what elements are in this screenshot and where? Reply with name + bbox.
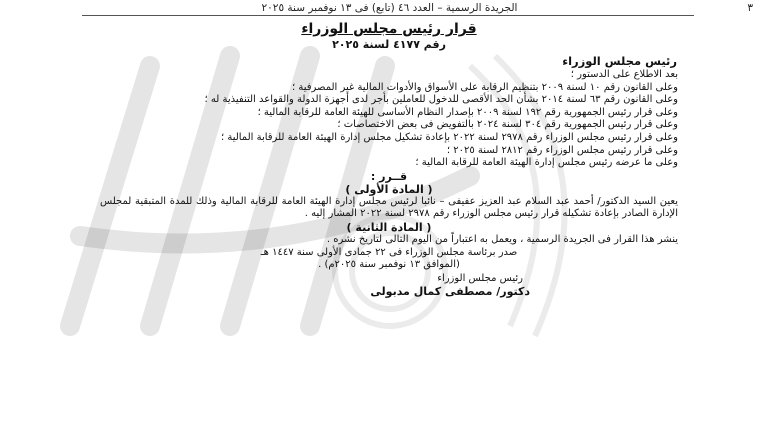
preamble-line: بعد الاطلاع على الدستور ؛	[570, 69, 678, 80]
preamble-line: وعلى القانون رقم ٦٣ لسنة ٢٠١٤ بشأن الحد الأقصى للدخول للعاملين بأجر لدى أجهزة الدولة والقواعد التنفيذية له ؛	[204, 94, 678, 106]
signer-title: رئيس مجلس الوزراء	[437, 272, 523, 284]
article-2-text: ينشر هذا القرار فى الجريدة الرسمية ، ويعمل به اعتباراً من اليوم التالى لتاريخ نشره .	[326, 233, 678, 245]
preamble-line: وعلى قرار رئيس مجلس الوزراء رقم ٢٩٧٨ لسنة ٢٠٢٢ بإعادة تشكيل مجلس إدارة الهيئة العامة للرقابة المالية ؛	[220, 131, 678, 143]
decree-document	[100, 16, 678, 439]
page-number: ٣	[747, 2, 753, 14]
decree-issuer: رئيس مجلس الوزراء	[562, 54, 677, 68]
signer-name: دكتور/ مصطفى كمال مدبولى	[370, 284, 530, 298]
article-1-text: يعين السيد الدكتور/ أحمد عبد السلام عبد العزيز عفيفى – نائبا لرئيس مجلس إدارة الهيئة العامة للرقابة المالية وذلك للمدة المتبقية لمجلس الإدارة الصادر بإعادة تشكيله قرار رئيس مجلس الوزراء رقم ٢٩٧٨ لسنة ٢٠٢٢ المشار إليه .	[100, 195, 678, 220]
article-2-heading: ( المادة الثانية )	[346, 220, 432, 234]
preamble-line: وعلى قرار رئيس الجمهورية رقم ٣٠٤ لسنة ٢٠٢٤ بالتفويض فى بعض الاختصاصات ؛	[337, 119, 678, 131]
article-1-heading: ( المادة الأولى )	[345, 182, 433, 196]
decision-heading: قــرر :	[370, 169, 408, 183]
preamble-line: وعلى قرار رئيس مجلس الوزراء رقم ٢٨١٢ لسنة ٢٠٢٥ ؛	[446, 144, 678, 156]
issued-line: صدر برئاسة مجلس الوزراء فى ٢٢ جمادى الأولى سنة ١٤٤٧ هـ	[260, 246, 518, 258]
issued-date: (الموافق ١٣ نوفمبر سنة ٢٠٢٥م) .	[318, 259, 460, 271]
gazette-header-title: الجريدة الرسمية – العدد ٤٦ (تابع) فى ١٣ نوفمبر سنة ٢٠٢٥	[261, 2, 518, 14]
preamble-line: وعلى قرار رئيس الجمهورية رقم ١٩٢ لسنة ٢٠٠٩ بإصدار النظام الأساسى للهيئة العامة للرقابة المالية ؛	[257, 106, 678, 118]
decree-title: قرار رئيس مجلس الوزراء	[301, 21, 477, 37]
decree-number: رقم ٤١٧٧ لسنة ٢٠٢٥	[332, 38, 446, 51]
page-header	[0, 2, 779, 16]
preamble-line: وعلى ما عرضه رئيس مجلس إدارة الهيئة العامة للرقابة المالية ؛	[415, 157, 678, 169]
preamble-line: وعلى القانون رقم ١٠ لسنة ٢٠٠٩ بتنظيم الرقابة على الأسواق والأدوات المالية غير المصرفية ؛	[292, 81, 678, 93]
